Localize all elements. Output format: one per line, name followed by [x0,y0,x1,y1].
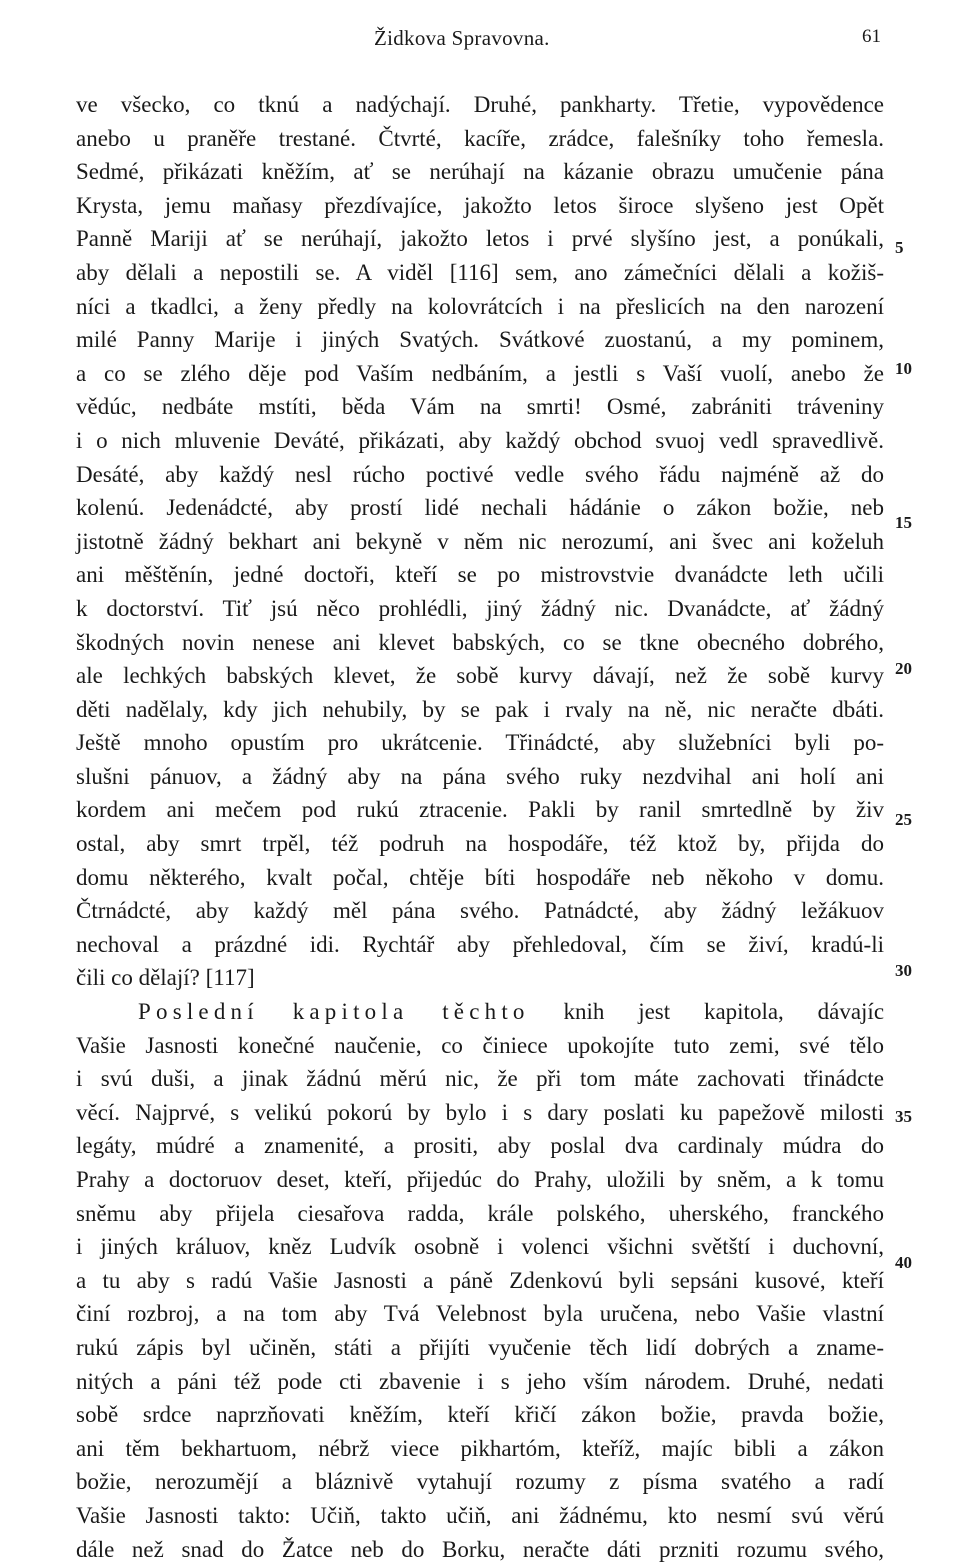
text-line: ve všecko, co tknú a nadýchají. Druhé, pankharty. Třetie, vypovědence [76,92,884,117]
text-line: níci a tkadlci, a ženy předly na kolovrátcích i na přeslicích na den narození [76,293,884,319]
text-line: božie, nerozumějí a bláznivě vytahují rozumy z písma svatého a radí [76,1469,884,1495]
text-line: Ještě mnoho opustím pro ukrátcenie. Třinádcté, aby služebníci byli po- [76,730,884,756]
text-line: jistotně žádný bekhart ani bekyně v něm nic nerozumí, ani švec ani koželuh [76,528,884,554]
text-line: Panně Mariji ať se nerúhají, jakožto letos i prvé slyšíno jest, a ponúkali, [76,226,884,252]
line-number-margin: 40 [895,1253,912,1272]
spaced-heading: Poslední [138,999,259,1025]
text-line: domu některého, kvalt počal, chtěje bíti hospodáře neb někoho v domu. [76,864,884,890]
line-number-margin: 30 [895,961,912,980]
text-line: i o nich mluvenie Deváté, přikázati, aby každý obchod svuoj vedl spravedlivě. [76,427,884,453]
text-line: ale lechkých babských klevet, že sobě kurvy dávají, než že sobě kurvy [76,663,884,689]
text-line: kolenú. Jedenádcté, aby prostí lidé nechali hádánie o zákon božie, neb [76,495,884,521]
text-line: dále než snad do Žatce neb do Borku, neračte dáti przniti rozumu svého, [76,1536,884,1562]
text-line: sobě srdce naprzňovati kněžím, kteří křičí zákon božie, pravda božie, [76,1402,884,1428]
text-line: Desáté, aby každý nesl rúcho poctivé vedle svého řádu najméně až do [76,461,884,487]
text-line: rukú zápis byl učiněn, státi a přijíti vyučenie těch lidí dobrých a zname- [76,1334,884,1360]
text-line: i svú duši, a jinak žádnú měrú nic, že při tom máte zachovati třinádcte [76,1066,884,1092]
text-line: vědúc, nedbáte mstíti, běda Vám na smrti! Osmé, zabrániti tráveniny [76,394,884,420]
text-line: nechoval a prázdné idi. Rychtář aby přehledoval, čím se živí, kradú-li [76,931,884,957]
paragraph-end-line: čili co dělají? [117] [76,965,255,991]
text-line: a tu aby s radú Vašie Jasnosti a páně Zdenkovú byli sepsáni kusové, kteří [76,1267,884,1293]
text-line: Vašie Jasnosti konečné naučenie, co činiece upokojíte tuto zemi, své tělo [76,1032,884,1058]
spaced-word: těchto [442,999,530,1025]
text-line: děti nadělaly, kdy jich nehubily, by se pak i rvaly na ně, nic neračte dbáti. [76,696,884,722]
text-line: a co se zlého děje pod Vaším nedbáním, a jestli s Vaší vuolí, anebo že [76,360,884,386]
text-line: sněmu aby přijela ciesařova radda, krále polského, uherského, franckého [76,1200,884,1226]
text-line: škodných novin nenese ani klevet babských, co se tkne obecného dobrého, [76,629,884,655]
text-line: slušni pánuov, a žádný aby na pána svého ruky nezdvihal ani holí ani [76,763,884,789]
line-number-margin: 10 [895,359,912,378]
running-head: Židkova Spravovna. [374,26,550,50]
line-number-margin: 35 [895,1107,912,1126]
text-line: k doctorství. Tiť jsú něco prohlédli, jiný žádný nic. Dvanádcte, ať žádný [76,595,884,621]
line-number-margin: 20 [895,659,912,678]
text-line: milé Panny Marije i jiných Svatých. Svátkové zuostanú, a my pominem, [76,327,884,353]
text-line: Krysta, jemu maňasy přezdívajíce, jakožto letos široce slyšeno jest Opět [76,192,884,218]
page-number: 61 [862,26,881,47]
line-number-margin: 25 [895,810,912,829]
text-line: Sedmé, přikázati kněžím, ať se nerúhají na kázanie obrazu umučenie pána [76,159,884,185]
text-line: věcí. Najprvé, s velikú pokorú by bylo i s dary poslati ku papežově milosti [76,1099,884,1125]
section-heading-line [76,995,884,1029]
text-line: Vašie Jasnosti takto: Učiň, takto učiň, ani žádnému, kto nesmí svú věrú [76,1502,884,1528]
line-number-margin: 15 [895,513,912,532]
heading-continuation: knih jest kapitola, dávajíc [563,999,885,1025]
text-line: činí rozbroj, a na tom aby Tvá Velebnost byla uručena, nebo Vašie vlastní [76,1301,884,1327]
text-line: nitých a páni též pode cti zbavenie i s jeho vším národem. Druhé, nedati [76,1368,884,1394]
text-line: Prahy a doctoruov deset, kteří, přijedúc do Prahy, uložili by sněm, a k tomu [76,1167,884,1192]
text-line: ani těm bekhartuom, nébrž viece pikhartóm, kteříž, majíc bibli a zákon [76,1435,884,1461]
text-line: Čtrnádcté, aby každý měl pána svého. Patnádcté, aby žádný ležákuov [76,898,884,924]
text-line: aby dělali a nepostili se. A viděl [116] sem, ano zámečníci dělali a kožiš- [76,259,884,285]
spaced-word: kapitola [292,999,409,1025]
text-line: kordem ani mečem pod rukú ztracenie. Pakli by ranil smrtedlně by živ [76,797,884,823]
text-line: legáty, múdré a znamenité, a prositi, aby poslal dva cardinaly múdra do [76,1133,884,1159]
text-line: i jiných králuov, kněz Ludvík osobně i volenci všichni světští i duchovní, [76,1234,884,1260]
text-line: ani měštěnín, jedné doctoři, kteří se po mistrovstvie dvanádcte leth učili [76,562,884,588]
text-line: anebo u praněře trestané. Čtvrté, kacíře, zrádce, falešníky toho řemesla. [76,125,884,151]
line-number-margin: 5 [895,238,904,257]
text-line: ostal, aby smrt trpěl, též podruh na hospodáře, též ktož by, přijda do [76,831,884,857]
body-text [76,88,884,1566]
